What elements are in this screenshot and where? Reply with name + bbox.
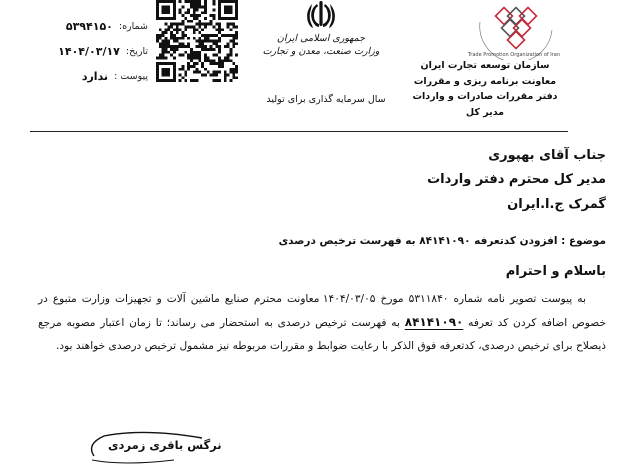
org-office: دفتر مقررات صادرات و واردات <box>412 91 558 102</box>
org-name: سازمان توسعه تجارت ایران <box>420 60 550 71</box>
ministry-name: وزارت صنعت، معدن و تجارت <box>262 46 380 57</box>
recipient-title: مدیر کل محترم دفتر واردات <box>427 172 606 187</box>
meta-attachment <box>38 64 148 89</box>
date-value: ۱۴۰۴/۰۳/۱۷ <box>58 45 120 58</box>
letter-meta <box>38 14 148 89</box>
year-slogan: سال سرمایه گذاری برای تولید <box>266 94 386 105</box>
country-name: جمهوری اسلامی ایران <box>276 33 366 44</box>
tariff-code: ۸۴۱۴۱۰۹۰ <box>404 315 464 329</box>
salutation: باسلام و احترام <box>505 264 606 279</box>
logo-ring-text: Trade Promotion Organization of Iran <box>468 52 560 58</box>
letter-subject: موضوع : افزودن کدتعرفه ۸۴۱۴۱۰۹۰ به فهرست ترخیص درصدی <box>278 235 606 247</box>
qr-code-icon <box>156 0 238 82</box>
body-part-2: به فهرست ترخیص درصدی به استحضار می رساند؛ تا زمان اعتبار مصوبه مرجع ذیصلاح برای ترخیص درصدی، کدتعرفه فوق الذکر با رعایت ضوابط و مقررات مربوطه نیز مشمول ترخیص درصدی خواهند بود. <box>38 317 606 352</box>
signer-name: نرگس باقری زمردی <box>108 438 222 452</box>
iran-emblem-icon <box>304 0 338 30</box>
date-label: تاریخ: <box>125 46 148 57</box>
body-part-1: به پیوست تصویر نامه شماره ۵۳۱۱۸۴۰ مورخ ۱۴۰۴/۰۳/۰۵ معاونت محترم صنایع ماشین آلات و تجهیزات وزارت متبوع در خصوص اضافه کردن کد تعرفه <box>38 293 606 329</box>
letter-body <box>38 288 606 358</box>
org-deputy: معاونت برنامه ریزی و مقررات <box>413 75 557 87</box>
number-label: شماره: <box>118 21 148 32</box>
org-role: مدیر کل <box>465 106 505 118</box>
attachment-label: پیوست : <box>114 71 148 82</box>
recipient-org: گمرک ج.ا.ایران <box>507 197 606 212</box>
tpo-gear-logo-icon <box>468 2 560 60</box>
organization-block <box>405 58 565 120</box>
number-value: ۵۳۹۴۱۵۰ <box>65 20 113 33</box>
meta-date <box>38 39 148 64</box>
header-divider <box>30 131 568 132</box>
ministry-block <box>262 32 380 58</box>
signature-block <box>84 426 222 466</box>
recipient-name: جناب آقای بهپوری <box>488 148 606 163</box>
meta-number <box>38 14 148 39</box>
attachment-value: ندارد <box>81 70 109 83</box>
